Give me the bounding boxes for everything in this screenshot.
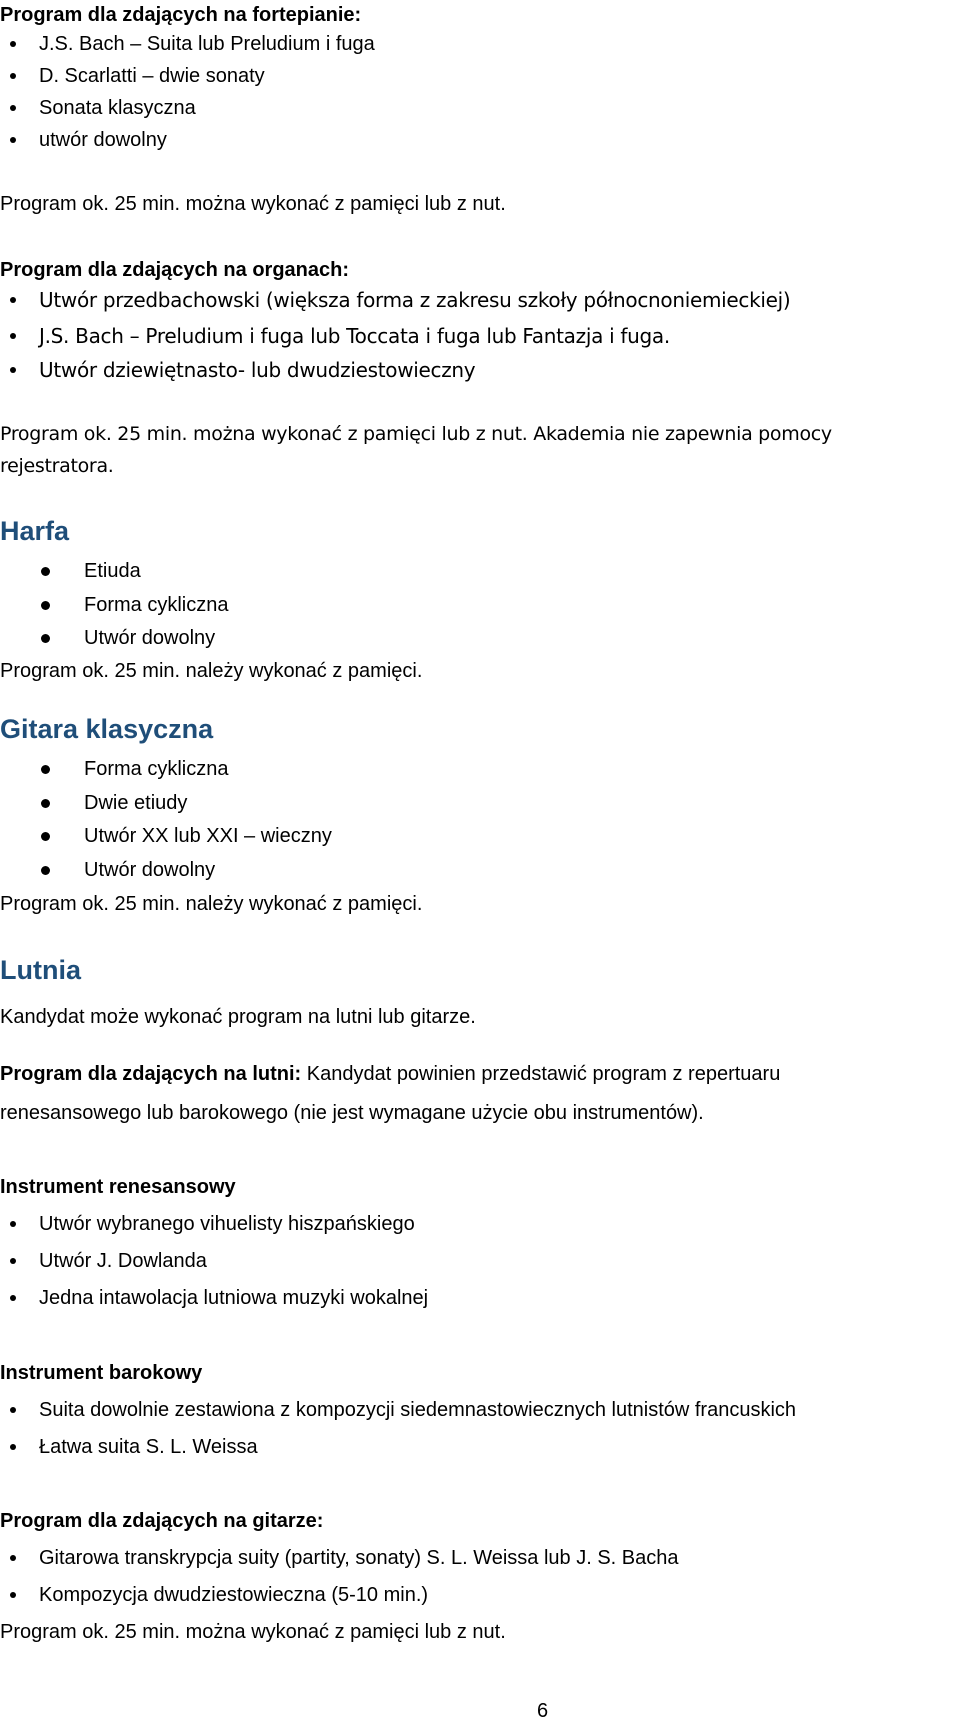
fortepian-heading: Program dla zdających na fortepianie: [0, 4, 362, 26]
fortepian-note: Program ok. 25 min. można wykonać z pamięci lub z nut. [0, 193, 506, 215]
gitara-program-item: Kompozycja dwudziestowieczna (5-10 min.) [39, 1584, 429, 1606]
bullet-icon [41, 567, 50, 576]
gitara-item: Utwór dowolny [84, 859, 216, 881]
fortepian-item: Sonata klasyczna [39, 97, 196, 119]
organy-item: J.S. Bach – Preludium i fuga lub Toccata i fuga lub Fantazja i fuga. [39, 324, 670, 348]
bullet-icon [10, 137, 16, 143]
page-number: 6 [537, 1700, 549, 1722]
barok-item: Łatwa suita S. L. Weissa [39, 1436, 258, 1458]
gitara-program-item: Gitarowa transkrypcja suity (partity, sonaty) S. L. Weissa lub J. S. Bacha [39, 1547, 679, 1569]
bullet-icon [10, 1221, 16, 1227]
fortepian-item: D. Scarlatti – dwie sonaty [39, 65, 265, 87]
bullet-icon [41, 634, 50, 643]
lutnia-program-line1 [0, 1062, 780, 1086]
gitara-note: Program ok. 25 min. należy wykonać z pamięci. [0, 893, 423, 915]
bullet-icon [41, 799, 50, 808]
harfa-item: Etiuda [84, 560, 141, 582]
organy-note-line2: rejestratora. [0, 455, 114, 477]
organy-note-line1: Program ok. 25 min. można wykonać z pamięci lub z nut. Akademia nie zapewnia pomocy [0, 423, 832, 445]
bullet-icon [41, 601, 50, 610]
harfa-item: Utwór dowolny [84, 627, 216, 649]
fortepian-item: utwór dowolny [39, 129, 167, 151]
gitara-heading: Gitara klasyczna [0, 714, 214, 744]
bullet-icon [10, 1444, 16, 1450]
gitara-item: Forma cykliczna [84, 758, 229, 780]
bullet-icon [10, 1555, 16, 1561]
lutnia-program-line2: renesansowego lub barokowego (nie jest wymagane użycie obu instrumentów). [0, 1102, 704, 1124]
fortepian-item: J.S. Bach – Suita lub Preludium i fuga [39, 33, 375, 55]
bullet-icon [10, 41, 16, 47]
gitara-item: Utwór XX lub XXI – wieczny [84, 825, 332, 847]
bullet-icon [41, 765, 50, 774]
gitara-item: Dwie etiudy [84, 792, 188, 814]
gitara-program-note: Program ok. 25 min. można wykonać z pamięci lub z nut. [0, 1621, 506, 1643]
lutnia-intro: Kandydat może wykonać program na lutni lub gitarze. [0, 1006, 476, 1028]
lutnia-program-label: Program dla zdających na lutni: [0, 1063, 302, 1085]
bullet-icon [10, 105, 16, 111]
barok-heading: Instrument barokowy [0, 1362, 203, 1384]
barok-item: Suita dowolnie zestawiona z kompozycji siedemnastowiecznych lutnistów francuskich [39, 1399, 797, 1421]
lutnia-program-text: Kandydat powinien przedstawić program z repertuaru [301, 1063, 781, 1085]
bullet-icon [10, 1592, 16, 1598]
bullet-icon [10, 1407, 16, 1413]
bullet-icon [10, 73, 16, 79]
gitara-program-heading: Program dla zdających na gitarze: [0, 1510, 324, 1532]
bullet-icon [10, 1295, 16, 1301]
harfa-note: Program ok. 25 min. należy wykonać z pamięci. [0, 660, 423, 682]
organy-item: Utwór przedbachowski (większa forma z zakresu szkoły północnoniemieckiej) [39, 288, 791, 312]
harfa-item: Forma cykliczna [84, 594, 229, 616]
lutnia-heading: Lutnia [0, 955, 81, 985]
bullet-icon [41, 866, 50, 875]
organy-item: Utwór dziewiętnasto- lub dwudziestowieczny [39, 358, 476, 382]
bullet-icon [10, 1258, 16, 1264]
bullet-icon [41, 832, 50, 841]
renesans-item: Utwór J. Dowlanda [39, 1250, 207, 1272]
harfa-heading: Harfa [0, 516, 70, 546]
bullet-icon [10, 333, 16, 339]
renesans-item: Jedna intawolacja lutniowa muzyki wokalnej [39, 1287, 429, 1309]
bullet-icon [10, 297, 16, 303]
organy-heading: Program dla zdających na organach: [0, 259, 349, 281]
renesans-heading: Instrument renesansowy [0, 1176, 236, 1198]
renesans-item: Utwór wybranego vihuelisty hiszpańskiego [39, 1213, 415, 1235]
bullet-icon [10, 367, 16, 373]
